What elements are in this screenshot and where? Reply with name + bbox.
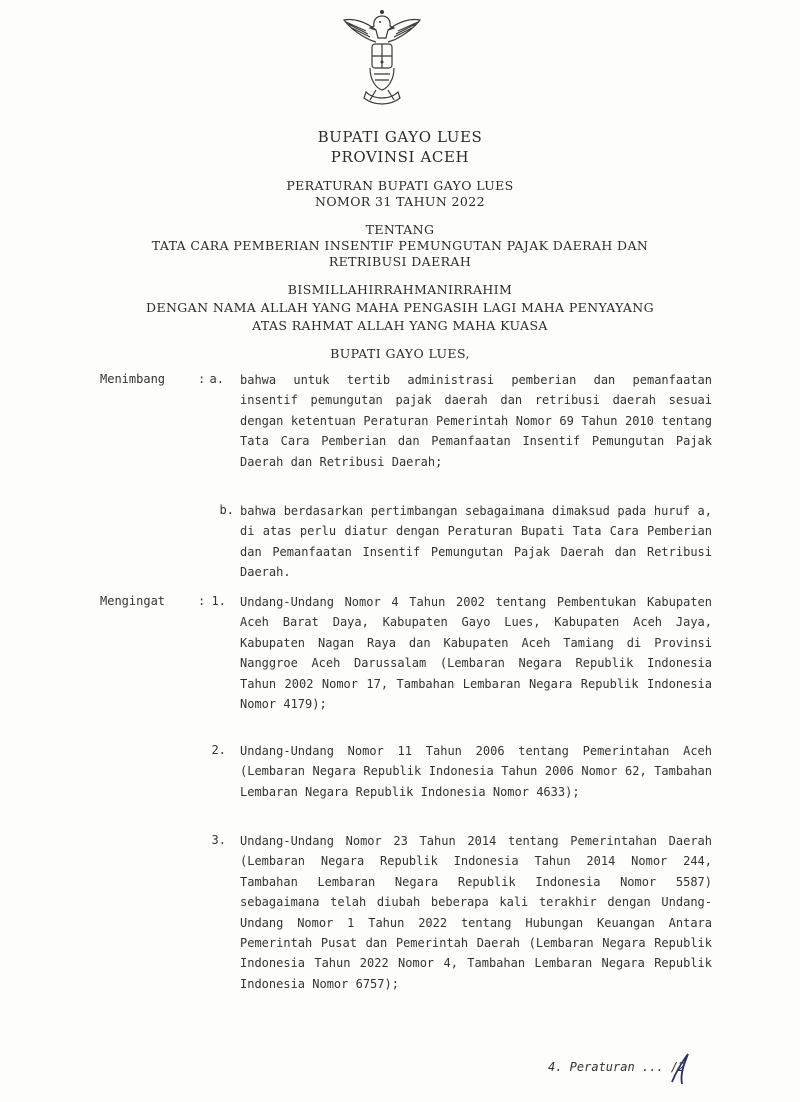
- observing-colon: :: [198, 594, 206, 608]
- garuda-emblem-icon: [340, 4, 424, 112]
- about-heading: TENTANG: [365, 222, 435, 237]
- considering-item-a-text: bahwa untuk tertib administrasi pemberian dan pemanfaatan insentif pemungutan pajak daerah dan retribusi daerah sesuai dengan ketentuan Peraturan Pemerintah Nomor 69 Tahun 2010 tentang Tata Cara Pemberian dan Pemanfaatan Insentif Pemungutan Pajak Daerah dan Retribusi Daerah;: [240, 373, 712, 469]
- considering-item-a-marker: a.: [209, 372, 224, 386]
- observing-item-1-marker: 1.: [211, 594, 226, 608]
- observing-label: Mengingat: [100, 594, 166, 608]
- basmala-heading: BISMILLAHIRRAHMANIRRAHIM: [287, 282, 513, 297]
- invocation-line-2: ATAS RAHMAT ALLAH YANG MAHA KUASA: [252, 318, 548, 333]
- initial-signature-icon: [668, 1048, 694, 1088]
- observing-item-3-text: Undang-Undang Nomor 23 Tahun 2014 tentang Pemerintahan Daerah (Lembaran Negara Republik Indonesia Tahun 2014 Nomor 244, Tambahan Lembaran Negara Republik Indonesia Nomor 5587) sebagaimana telah diubah beberapa kali terakhir dengan Undang-Undang Nomor 1 Tahun 2022 tentang Hubungan Keuangan Antara Pemerintah Pusat dan Pemerintah Daerah (Lembaran Negara Republik Indonesia Tahun 2022 Nomor 4, Tambahan Lembaran Negara Republik Indonesia Nomor 6757);: [240, 834, 712, 991]
- considering-colon: :: [198, 372, 206, 386]
- regulation-title: PERATURAN BUPATI GAYO LUES: [286, 178, 514, 193]
- province-title: PROVINSI ACEH: [330, 148, 470, 166]
- considering-label: Menimbang: [100, 372, 166, 386]
- observing-item-1-text: Undang-Undang Nomor 4 Tahun 2002 tentang Pembentukan Kabupaten Aceh Barat Daya, Kabupaten Gayo Lues, Kabupaten Aceh Jaya, Kabupaten Nagan Raya dan Kabupaten Aceh Tamiang di Provinsi Nanggroe Aceh Darussalam (Lembaran Negara Republik Indonesia Tahun 2002 Nomor 17, Tambahan Lembaran Negara Republik Indonesia Nomor 4179);: [240, 595, 712, 712]
- subject-line-1: TATA CARA PEMBERIAN INSENTIF PEMUNGUTAN PAJAK DAERAH DAN: [151, 238, 649, 253]
- next-page-reference: 4. Peraturan ... /2: [548, 1060, 686, 1074]
- subject-line-2: RETRIBUSI DAERAH: [328, 254, 472, 269]
- observing-item-2-text: Undang-Undang Nomor 11 Tahun 2006 tentang Pemerintahan Aceh (Lembaran Negara Republik Indonesia Tahun 2006 Nomor 62, Tambahan Lembaran Negara Republik Indonesia Nomor 4633);: [240, 744, 712, 799]
- regent-title: BUPATI GAYO LUES: [317, 128, 483, 146]
- observing-item-2-marker: 2.: [211, 743, 226, 757]
- considering-item-b-marker: b.: [219, 503, 234, 517]
- considering-item-b-text: bahwa berdasarkan pertimbangan sebagaimana dimaksud pada huruf a, di atas perlu diatur dengan Peraturan Bupati Tata Cara Pemberian dan Pemanfaatan Insentif Pemungutan Pajak Daerah dan Retribusi Daerah.: [240, 504, 712, 580]
- observing-item-3-marker: 3.: [211, 833, 226, 847]
- regulation-number: NOMOR 31 TAHUN 2022: [315, 194, 485, 209]
- invocation-line-1: DENGAN NAMA ALLAH YANG MAHA PENGASIH LAGI MAHA PENYAYANG: [146, 300, 654, 315]
- regent-comma-heading: BUPATI GAYO LUES,: [330, 346, 470, 361]
